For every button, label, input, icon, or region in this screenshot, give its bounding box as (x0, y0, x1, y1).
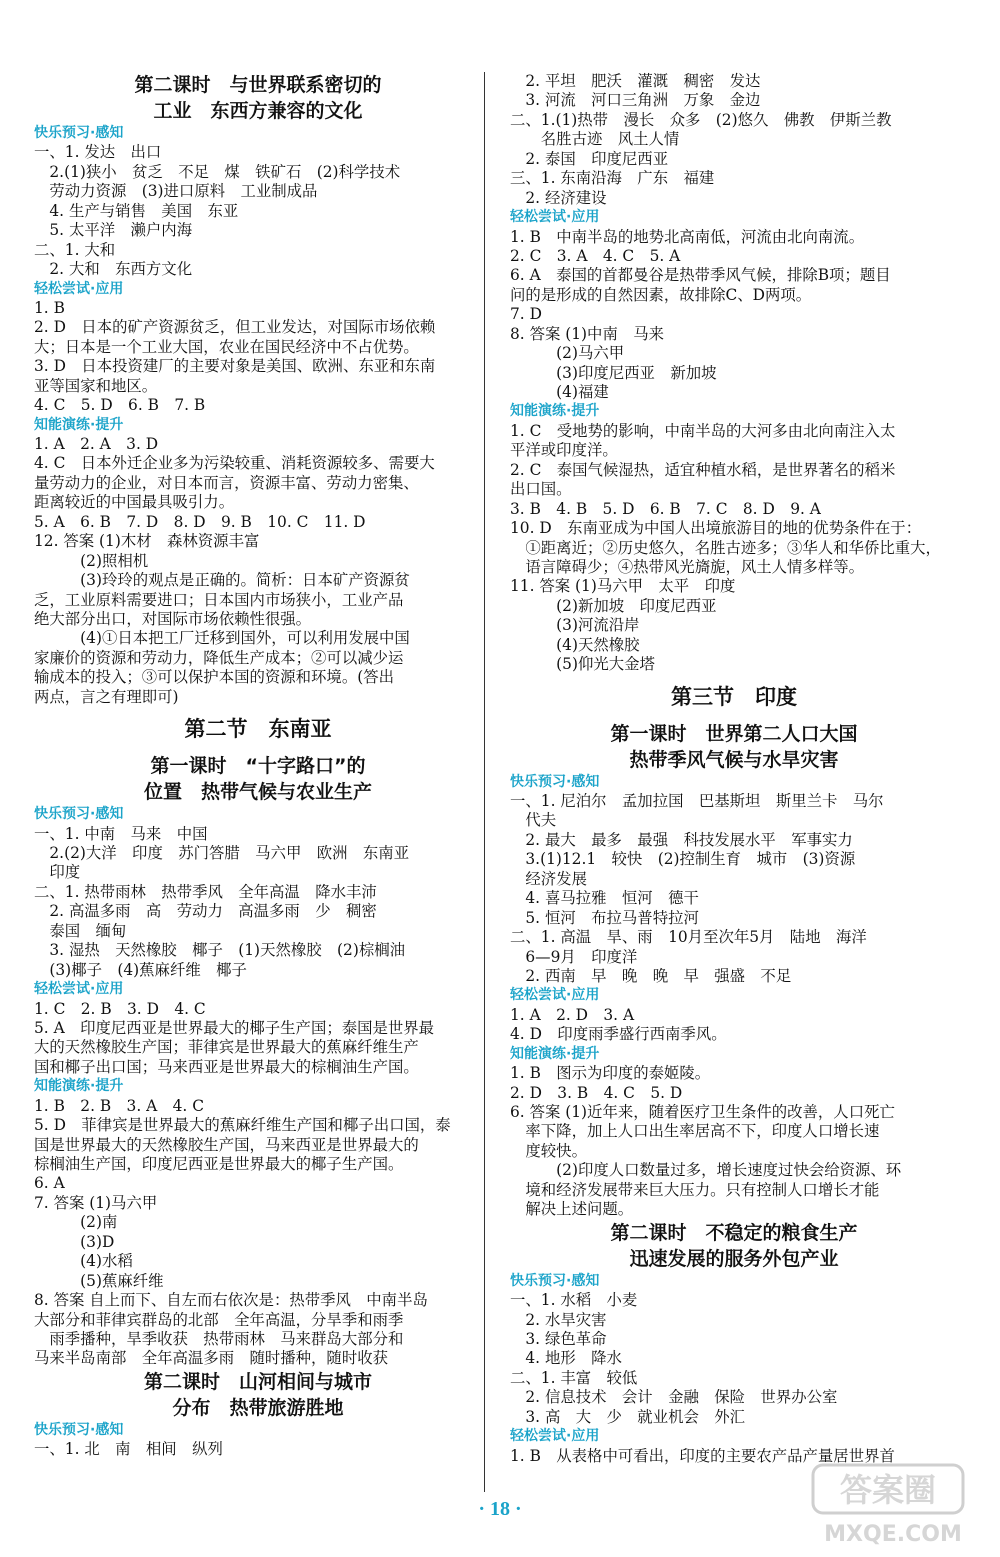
answer-line: 二、1. 丰富 较低 (510, 1368, 638, 1387)
answer-line: 率下降，加上人口出生率居高不下，印度人口增长速 (510, 1122, 880, 1141)
lesson-title (34, 72, 482, 124)
answer-line: 1. B 图示为印度的泰姬陵。 (510, 1064, 711, 1083)
title-line: 第一课时 世界第二人口大国 (610, 722, 858, 745)
answer-line: 5. D 菲律宾是世界最大的蕉麻纤维生产国和椰子出口国，泰 (34, 1116, 451, 1135)
answer-line: 5. 太平洋 濑户内海 (34, 221, 193, 240)
answer-line: 一、1. 尼泊尔 孟加拉国 巴基斯坦 斯里兰卡 马尔 (510, 792, 884, 810)
answer-line: 两点，言之有理即可) (34, 687, 179, 706)
answer-line: 7. 答案 (1)马六甲 (34, 1193, 158, 1212)
answer-line: (4)天然橡胶 (510, 635, 640, 654)
answer-line: 8. 答案 自上而下、自左而右依次是：热带季风 中南半岛 (34, 1291, 428, 1310)
answer-line: 距离较近的中国最具吸引力。 (34, 493, 235, 512)
answer-line: 4. 喜马拉雅 恒河 德干 (510, 889, 699, 908)
answer-line: 棕榈油生产国，印度尼西亚是世界最大的椰子生产国。 (34, 1155, 404, 1173)
answer-line: 2. 高温多雨 高 劳动力 高温多雨 少 稠密 (34, 902, 377, 921)
title-line: 位置 热带气候与农业生产 (143, 781, 372, 804)
title-line: 工业 东西方兼容的文化 (153, 100, 363, 122)
answer-line: 2. 大和 东西方文化 (34, 260, 193, 279)
subsection-tag: 轻松尝试·应用 (510, 987, 600, 1004)
answer-line: 亚等国家和地区。 (34, 376, 158, 395)
answer-line: 国和椰子出口国；马来西亚是世界最大的棕榈油生产国。 (34, 1057, 419, 1076)
answer-line: 出口国。 (510, 480, 572, 499)
title-line: 第三节 印度 (671, 684, 797, 709)
right-column (510, 72, 958, 1466)
answer-line: (3)D (34, 1232, 115, 1251)
title-line: 热带季风气候与水旱灾害 (629, 748, 839, 771)
answer-line: (2)马六甲 (510, 344, 625, 363)
answer-line: 3. D 日本投资建厂的主要对象是美国、欧洲、东亚和东南 (34, 357, 436, 376)
answer-line: 4. 地形 降水 (510, 1349, 622, 1368)
lesson-title (510, 721, 958, 773)
answer-line: 3. B 4. B 5. D 6. B 7. C 8. D 9. A (510, 499, 821, 518)
answer-line: (2)照相机 (34, 551, 149, 570)
left-column (34, 72, 482, 1460)
answer-line: (4)①日本把工厂迁移到国外，可以利用发展中国 (34, 629, 410, 648)
answer-line: 2. 西南 早 晚 晚 早 强盛 不足 (510, 966, 792, 985)
answer-line: 6—9月 印度洋 (510, 947, 638, 966)
answer-line: 3. 绿色革命 (510, 1329, 607, 1348)
answer-line: 6. A 泰国的首都曼谷是热带季风气候，排除B项；题目 (510, 266, 891, 285)
answer-line: 3. 湿热 天然橡胶 椰子 (1)天然橡胶 (2)棕榈油 (34, 941, 405, 960)
lesson-title (34, 753, 482, 805)
answer-line: 12. 答案 (1)木材 森林资源丰富 (34, 532, 260, 551)
answer-line: 家廉价的资源和劳动力，降低生产成本；②可以减少运 (34, 648, 404, 667)
answer-line: 1. C 受地势的影响，中南半岛的大河多由北向南注入太 (510, 421, 896, 440)
subsection-tag: 轻松尝试·应用 (34, 280, 124, 297)
answer-line: 6. A (34, 1174, 65, 1193)
watermark-logo (805, 1459, 980, 1549)
answer-line: 8. 答案 (1)中南 马来 (510, 324, 665, 343)
subsection-tag: 知能演练·提升 (510, 403, 600, 420)
answer-line: 泰国 缅甸 (34, 921, 127, 940)
answer-line: 输成本的投入；③可以保护本国的资源和环境。(答出 (34, 668, 394, 687)
answer-line: (3)印度尼西亚 新加坡 (510, 363, 717, 382)
subsection-tag: 轻松尝试·应用 (510, 209, 600, 226)
answer-line: 劳动力资源 (3)进口原料 工业制成品 (34, 182, 318, 201)
answer-line: 国是世界最大的天然橡胶生产国，马来西亚是世界最大的 (34, 1135, 419, 1154)
answer-line: (2)南 (34, 1213, 118, 1232)
answer-line: 量劳动力的企业，对日本而言，资源丰富、劳动力密集、 (34, 473, 419, 492)
answer-line: 雨季播种，旱季收获 热带雨林 马来群岛大部分和 (34, 1329, 404, 1348)
answer-line: 1. B 从表格中可看出，印度的主要农产品产量居世界首 (510, 1446, 895, 1465)
subsection-tag: 知能演练·提升 (34, 1078, 124, 1095)
answer-line: 11. 答案 (1)马六甲 太平 印度 (510, 577, 736, 596)
answer-line: 平洋或印度洋。 (510, 441, 618, 460)
answer-line: 2. 水旱灾害 (510, 1310, 607, 1329)
lesson-title (34, 1369, 482, 1421)
answer-line: 1. B (34, 298, 65, 317)
title-line: 分布 热带旅游胜地 (172, 1396, 344, 1419)
title-line: 第二课时 不稳定的粮食生产 (610, 1221, 858, 1244)
answer-line: 2. 平坦 肥沃 灌溉 稠密 发达 (510, 72, 761, 90)
answer-line: 一、1. 中南 马来 中国 (34, 824, 208, 843)
subsection-tag: 快乐预习·感知 (510, 1272, 600, 1289)
answer-line: 一、1. 北 南 相间 纵列 (34, 1440, 223, 1459)
answer-line: (5)蕉麻纤维 (34, 1271, 164, 1290)
answer-line: (4)福建 (510, 383, 609, 401)
subsection-tag: 轻松尝试·应用 (510, 1428, 600, 1445)
answer-line: 2.(1)狭小 贫乏 不足 煤 铁矿石 (2)科学技术 (34, 162, 401, 181)
answer-line: 语言障碍少；④热带风光旖旎，风土人情多样等。 (510, 557, 864, 576)
answer-line: 大的天然橡胶生产国；菲律宾是世界最大的蕉麻纤维生产 (34, 1038, 419, 1057)
answer-line: 度较快。 (510, 1141, 587, 1160)
answer-line: 7. D (510, 305, 542, 324)
subsection-tag: 知能演练·提升 (510, 1045, 600, 1062)
lesson-title (510, 1220, 958, 1272)
answer-line: 2. D 3. B 4. C 5. D (510, 1083, 683, 1102)
section-title (510, 681, 958, 713)
answer-line: ①距离近；②历史悠久，名胜古迹多；③华人和华侨比重大， (510, 538, 941, 557)
answer-line: 2. 泰国 印度尼西亚 (510, 149, 669, 168)
subsection-tag: 快乐预习·感知 (34, 1421, 124, 1438)
answer-line: (2)印度人口数量过多，增长速度过快会给资源、环 (510, 1161, 902, 1180)
answer-line: 马来半岛南部 全年高温多雨 随时播种，随时收获 (34, 1349, 388, 1368)
answer-line: 1. A 2. A 3. D (34, 435, 159, 453)
answer-line: 2. D 日本的矿产资源贫乏，但工业发达，对国际市场依赖 (34, 318, 436, 337)
answer-line: 5. A 印度尼西亚是世界最大的椰子生产国；泰国是世界最 (34, 1018, 435, 1037)
column-divider (484, 72, 485, 1492)
answer-line: 经济发展 (510, 869, 587, 888)
answer-line: 2. 经济建设 (510, 188, 607, 207)
answer-line: (3)河流沿岸 (510, 616, 640, 635)
answer-line: 2. 最大 最多 最强 科技发展水平 军事实力 (510, 830, 853, 849)
answer-line: 乏，工业原料需要进口；日本国内市场狭小，工业产品 (34, 590, 404, 609)
answer-line: 名胜古迹 风土人情 (510, 130, 680, 149)
watermark-top-text: 答案圈 (839, 1471, 937, 1509)
answer-line: 二、1.(1)热带 漫长 众多 (2)悠久 佛教 伊斯兰教 (510, 110, 892, 129)
answer-line: 3. 高 大 少 就业机会 外汇 (510, 1407, 746, 1426)
answer-line: 二、1. 高温 旱、雨 10月至次年5月 陆地 海洋 (510, 928, 867, 947)
subsection-tag: 轻松尝试·应用 (34, 981, 124, 998)
answer-line: 3. 河流 河口三角洲 万象 金边 (510, 91, 761, 110)
answer-line: 三、1. 东南沿海 广东 福建 (510, 169, 715, 188)
answer-line: 代夫 (510, 811, 557, 830)
answer-line: (3)玲玲的观点是正确的。简析：日本矿产资源贫 (34, 571, 410, 590)
answer-line: 绝大部分出口，对国际市场依赖性很强。 (34, 609, 312, 628)
answer-line: 解决上述问题。 (510, 1200, 634, 1219)
section-title (34, 713, 482, 745)
answer-line: 2. C 3. A 4. C 5. A (510, 246, 681, 265)
answer-line: 4. C 日本外迁企业多为污染较重、消耗资源较多、需要大 (34, 454, 435, 473)
answer-line: 10. D 东南亚成为中国人出境旅游目的地的优势条件在于： (510, 519, 922, 538)
title-line: 第二课时 与世界联系密切的 (134, 74, 382, 96)
answer-line: 问的是形成的自然因素，故排除C、D两项。 (510, 285, 812, 304)
answer-line: 5. A 6. B 7. D 8. D 9. B 10. C 11. D (34, 512, 366, 531)
answer-line: 2.(2)大洋 印度 苏门答腊 马六甲 欧洲 东南亚 (34, 844, 410, 862)
answer-line: 1. B 2. B 3. A 4. C (34, 1096, 204, 1115)
answer-line: 2. C 泰国气候湿热，适宜种植水稻，是世界著名的稻米 (510, 460, 896, 479)
answer-line: 6. 答案 (1)近年来，随着医疗卫生条件的改善，人口死亡 (510, 1103, 895, 1121)
answer-line: 4. C 5. D 6. B 7. B (34, 396, 206, 415)
subsection-tag: 快乐预习·感知 (34, 125, 124, 141)
answer-line: 1. C 2. B 3. D 4. C (34, 999, 206, 1018)
answer-line: (2)新加坡 印度尼西亚 (510, 596, 717, 615)
answer-line: 印度 (34, 863, 81, 882)
subsection-tag: 快乐预习·感知 (34, 806, 124, 823)
title-line: 迅速发展的服务外包产业 (629, 1247, 839, 1270)
answer-line: 一、1. 水稻 小麦 (510, 1291, 638, 1310)
answer-line: (5)仰光大金塔 (510, 655, 655, 674)
answer-line: 4. 生产与销售 美国 东亚 (34, 201, 239, 220)
page-number: · 18 · (478, 1498, 522, 1520)
answer-line: 1. B 中南半岛的地势北高南低，河流由北向南流。 (510, 227, 865, 246)
answer-line: 大；日本是一个工业大国，农业在国民经济中不占优势。 (34, 337, 419, 356)
title-line: 第二节 东南亚 (184, 717, 332, 742)
answer-line: (3)椰子 (4)蕉麻纤维 椰子 (34, 960, 247, 979)
subsection-tag: 知能演练·提升 (34, 416, 124, 433)
answer-line: 3.(1)12.1 较快 (2)控制生育 城市 (3)资源 (510, 850, 856, 869)
title-line: 第一课时 “十字路口”的 (150, 755, 366, 778)
answer-line: 4. D 印度雨季盛行西南季风。 (510, 1025, 727, 1044)
answer-line: 5. 恒河 布拉马普特拉河 (510, 908, 699, 927)
answer-line: 二、1. 热带雨林 热带季风 全年高温 降水丰沛 (34, 882, 377, 901)
answer-line: 二、1. 大和 (34, 240, 116, 259)
answer-line: 境和经济发展带来巨大压力。只有控制人口增长才能 (510, 1180, 880, 1199)
answer-line: 2. 信息技术 会计 金融 保险 世界办公室 (510, 1388, 838, 1407)
answer-line: (4)水稻 (34, 1252, 133, 1271)
answer-line: 一、1. 发达 出口 (34, 143, 162, 162)
watermark-bottom-text: MXQE.COM (824, 1522, 962, 1547)
answer-line: 大部分和菲律宾群岛的北部 全年高温，分旱季和雨季 (34, 1310, 404, 1329)
title-line: 第二课时 山河相间与城市 (143, 1370, 372, 1393)
answer-line: 1. A 2. D 3. A (510, 1005, 635, 1024)
subsection-tag: 快乐预习·感知 (510, 773, 600, 790)
